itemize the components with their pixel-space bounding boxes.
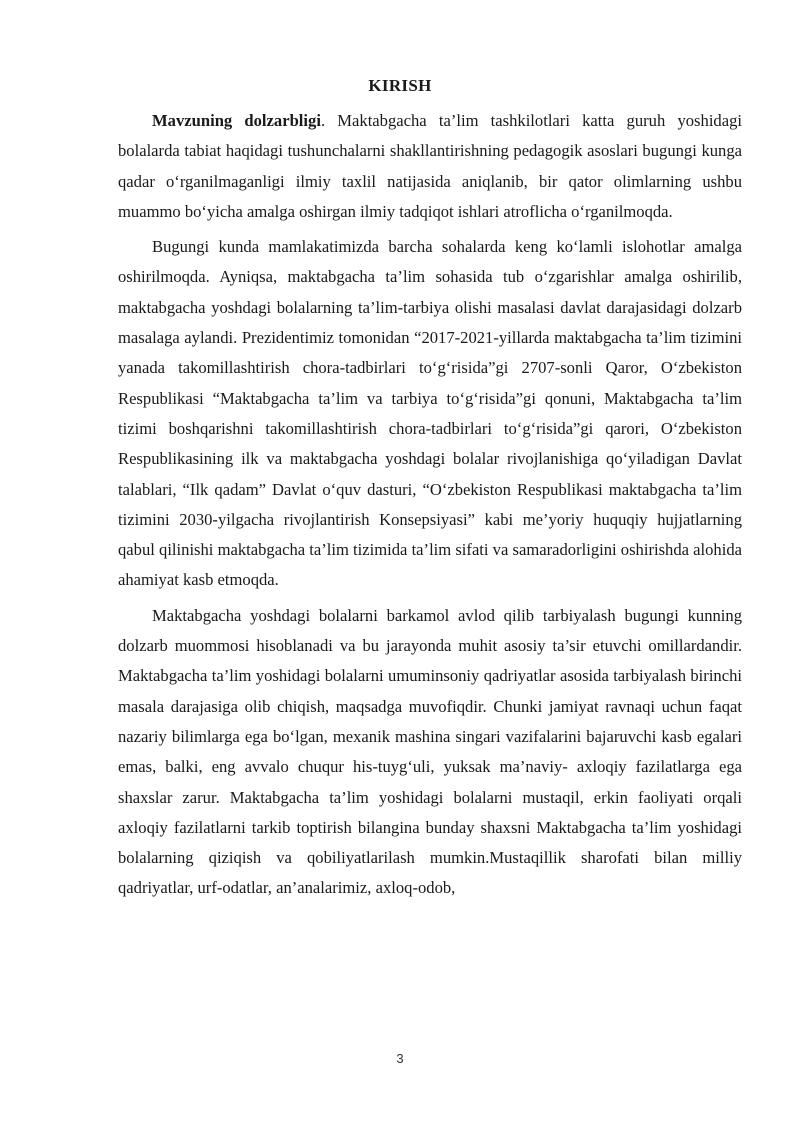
relevance-heading: Mavzuning dolzarbligi xyxy=(152,111,321,130)
paragraph-relevance xyxy=(118,106,742,227)
paragraph-reforms: Bugungi kunda mamlakatimizda barcha sohalarda keng ko‘lamli islohotlar amalga oshirilmoqda. Ayniqsa, maktabgacha ta’lim sohasida tub o‘zgarishlar amalga oshirilib, maktabgacha yoshdagi bolalarning ta’lim-tarbiya olishi masalasi davlat darajasidagi dolzarb masalaga aylandi. Prezidentimiz tomonidan “2017-2021-yillarda maktabgacha ta’lim tizimini yanada takomillashtirish chora-tadbirlari to‘g‘risida”gi 2707-sonli Qaror, O‘zbekiston Respublikasi “Maktabgacha ta’lim va tarbiya to‘g‘risida”gi qonuni, Maktabgacha ta’lim tizimi boshqarishni takomillashtirish chora-tadbirlari to‘g‘risida”gi qarori, O‘zbekiston Respublikasining ilk va maktabgacha yoshdagi bolalar rivojlanishiga qo‘yiladigan Davlat talablari, “Ilk qadam” Davlat o‘quv dasturi, “O‘zbekiston Respublikasi maktabgacha ta’lim tizimini 2030-yilgacha rivojlantirish Konsepsiyasi” kabi me’yoriy huquqiy hujjatlarning qabul qilinishi maktabgacha ta’lim tizimida ta’lim sifati va samaradorligini oshirishda alohida ahamiyat kasb etmoqda. xyxy=(118,237,742,590)
page-number: 3 xyxy=(396,1051,404,1066)
document-body xyxy=(118,106,742,904)
paragraph-upbringing: Maktabgacha yoshdagi bolalarni barkamol avlod qilib tarbiyalash bugungi kunning dolzarb muommosi hisoblanadi va bu jarayonda muhit asosiy ta’sir etuvchi omillardandir. Maktabgacha ta’lim yoshidagi bolalarni umuminsoniy qadriyatlar asosida tarbiyalash birinchi masala darajasiga olib chiqish, maqsadga muvofiqdir. Chunki jamiyat ravnaqi uchun faqat nazariy bilimlarga ega bo‘lgan, mexanik mashina singari vazifalarini bajaruvchi kasb egalari emas, balki, eng avvalo chuqur his-tuyg‘uli, yuksak ma’naviy- axloqiy fazilatlarga ega shaxslar zarur. Maktabgacha ta’lim yoshidagi bolalarni mustaqil, erkin faoliyati orqali axloqiy fazilatlarni tarkib toptirish bilangina bunday shaxsni Maktabgacha ta’lim yoshidagi bolalarning qiziqish va qobiliyatlarilash mumkin.Mustaqillik sharofati bilan milliy qadriyatlar, urf-odatlar, an’analarimiz, axloq-odob, xyxy=(118,605,742,898)
page-title: KIRISH xyxy=(368,76,432,95)
relevance-text: . Maktabgacha ta’lim tashkilotlari katta guruh yoshidagi bolalarda tabiat haqidagi tushunchalarni shakllantirishning pedagogik asoslari bugungi kunga qadar o‘rganilmaganligi ilmiy taxlil natijasida aniqlanib, bir qator olimlarning ushbu muammo bo‘yicha amalga oshirgan ilmiy tadqiqot ishlari atroflicha o‘rganilmoqda. xyxy=(118,111,742,221)
